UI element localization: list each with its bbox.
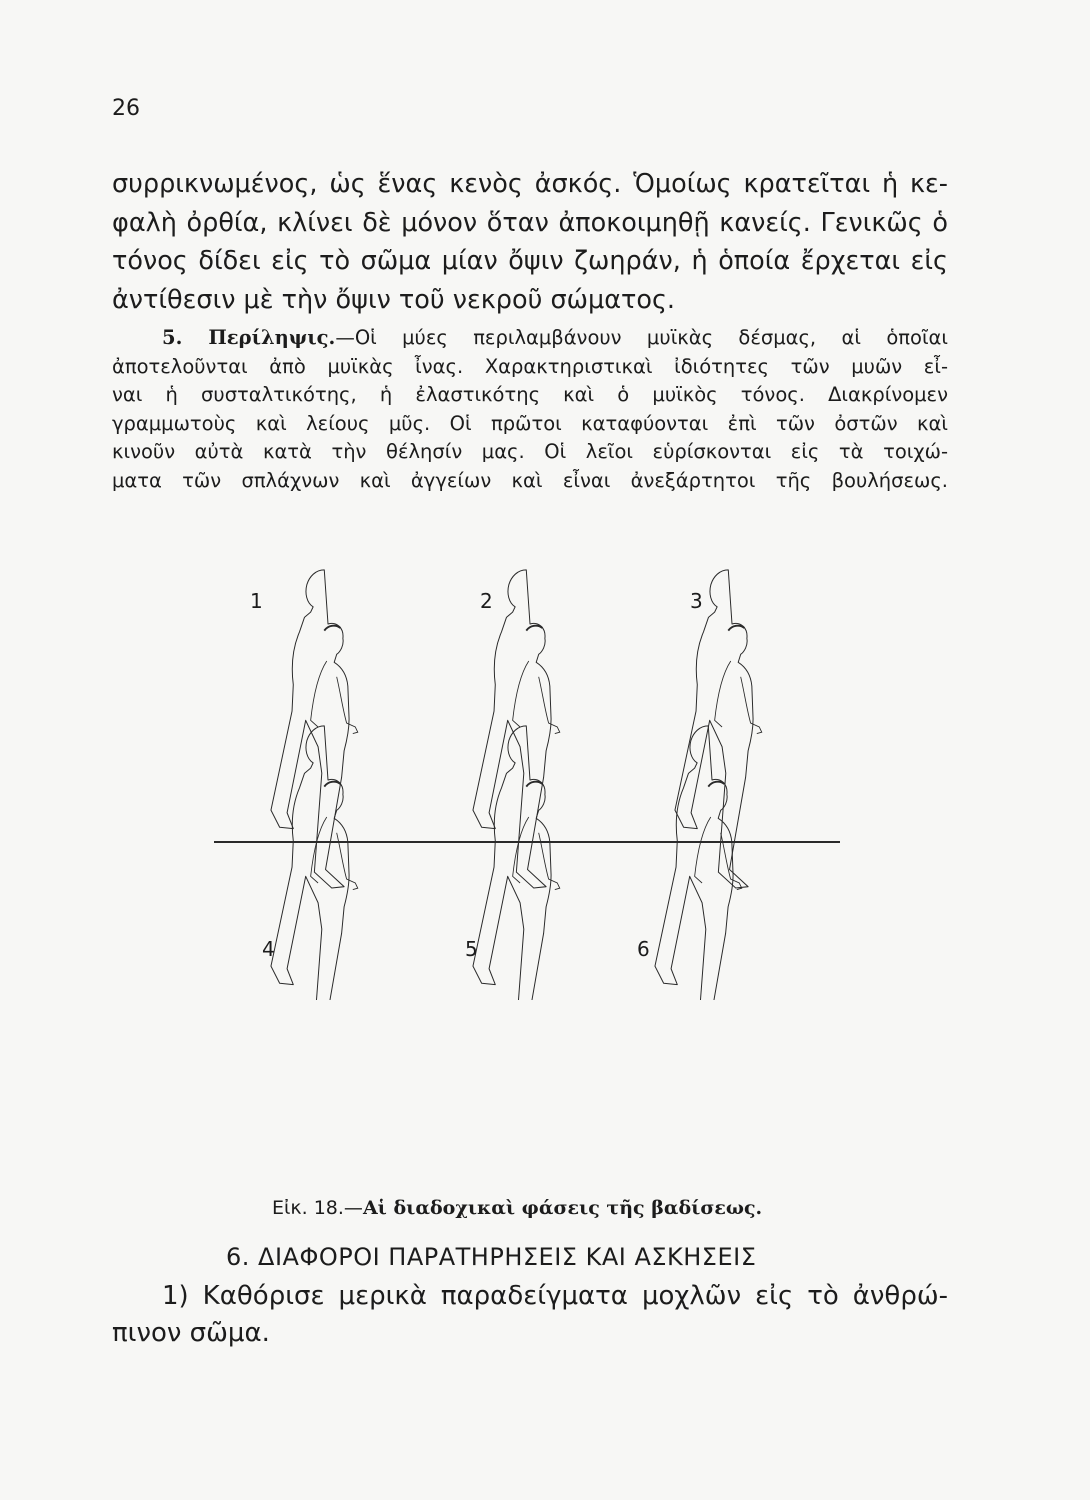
text-line: ἀντίθεσιν μὲ τὴν ὄψιν τοῦ νεκροῦ σώματος. bbox=[112, 284, 676, 315]
walker-figure-6 bbox=[655, 726, 742, 1000]
text-line: ἀποτελοῦνται ἀπὸ μυϊκὰς ἶνας. Χαρακτηριστικαὶ ἰδιότητες τῶν μυῶν εἶ- bbox=[112, 354, 948, 378]
text-line: κινοῦν αὐτὰ κατὰ τὴν θέλησίν μας. Οἱ λεῖοι εὑρίσκονται εἰς τὰ τοιχώ- bbox=[112, 440, 948, 463]
exercise-1 bbox=[112, 1278, 948, 1352]
section-5-summary bbox=[112, 324, 948, 495]
figure-label-1: 1 bbox=[250, 589, 263, 613]
text-line: φαλὴ ὀρθία, κλίνει δὲ μόνον ὅταν ἀποκοιμηθῇ κανείς. Γενικῶς ὁ bbox=[112, 207, 948, 238]
paragraph-muscle-tone bbox=[112, 165, 948, 319]
text-line: ματα τῶν σπλάχνων καὶ ἀγγείων καὶ εἶναι ἀνεξάρτητοι τῆς βουλήσεως. bbox=[112, 468, 948, 492]
section-6-heading: 6. ΔΙΑΦΟΡΟΙ ΠΑΡΑΤΗΡΗΣΕΙΣ ΚΑΙ ΑΣΚΗΣΕΙΣ bbox=[226, 1243, 757, 1271]
section-5-heading: 5. Περίληψις. bbox=[162, 326, 336, 349]
figure-label-6: 6 bbox=[637, 937, 650, 961]
text-line: ναι ἡ συσταλτικότης, ἡ ἐλαστικότης καὶ ὁ μυϊκὸς τόνος. Διακρίνομεν bbox=[112, 383, 948, 406]
page-number: 26 bbox=[112, 96, 140, 121]
walker-figure-4 bbox=[271, 726, 358, 1000]
figure-label-4: 4 bbox=[262, 937, 275, 961]
figure-label-2: 2 bbox=[480, 589, 493, 613]
walking-phases-illustration bbox=[200, 500, 840, 1000]
text-line bbox=[112, 324, 948, 353]
text-fragment: —Οἱ μύες περιλαμβάνουν μυϊκὰς δέσμας, αἱ ὁποῖαι bbox=[335, 326, 948, 349]
caption-prefix: Εἰκ. 18.— bbox=[272, 1197, 363, 1219]
text-line: γραμμωτοὺς καὶ λείους μῦς. Οἱ πρῶτοι καταφύονται ἐπὶ τῶν ὀστῶν καὶ bbox=[112, 411, 948, 435]
figure-caption bbox=[272, 1197, 762, 1219]
walker-figure-3 bbox=[675, 570, 762, 888]
caption-title: Αἱ διαδοχικαὶ φάσεις τῆς βαδίσεως. bbox=[362, 1197, 763, 1219]
text-line: πινον σῶμα. bbox=[112, 1318, 270, 1348]
text-line: τόνος δίδει εἰς τὸ σῶμα μίαν ὄψιν ζωηράν, ἡ ὁποία ἔρχεται εἰς bbox=[112, 246, 948, 276]
text-line: συρρικνωμένος, ὡς ἕνας κενὸς ἀσκός. Ὁμοίως κρατεῖται ἡ κε- bbox=[112, 169, 948, 199]
figure-label-5: 5 bbox=[465, 937, 478, 961]
figure-label-3: 3 bbox=[690, 589, 703, 613]
text-line: 1) Καθόρισε μερικὰ παραδείγματα μοχλῶν εἰς τὸ ἀνθρώ- bbox=[162, 1281, 948, 1311]
walker-figure-5 bbox=[473, 726, 560, 1000]
walking-phases-figure bbox=[200, 500, 840, 1000]
